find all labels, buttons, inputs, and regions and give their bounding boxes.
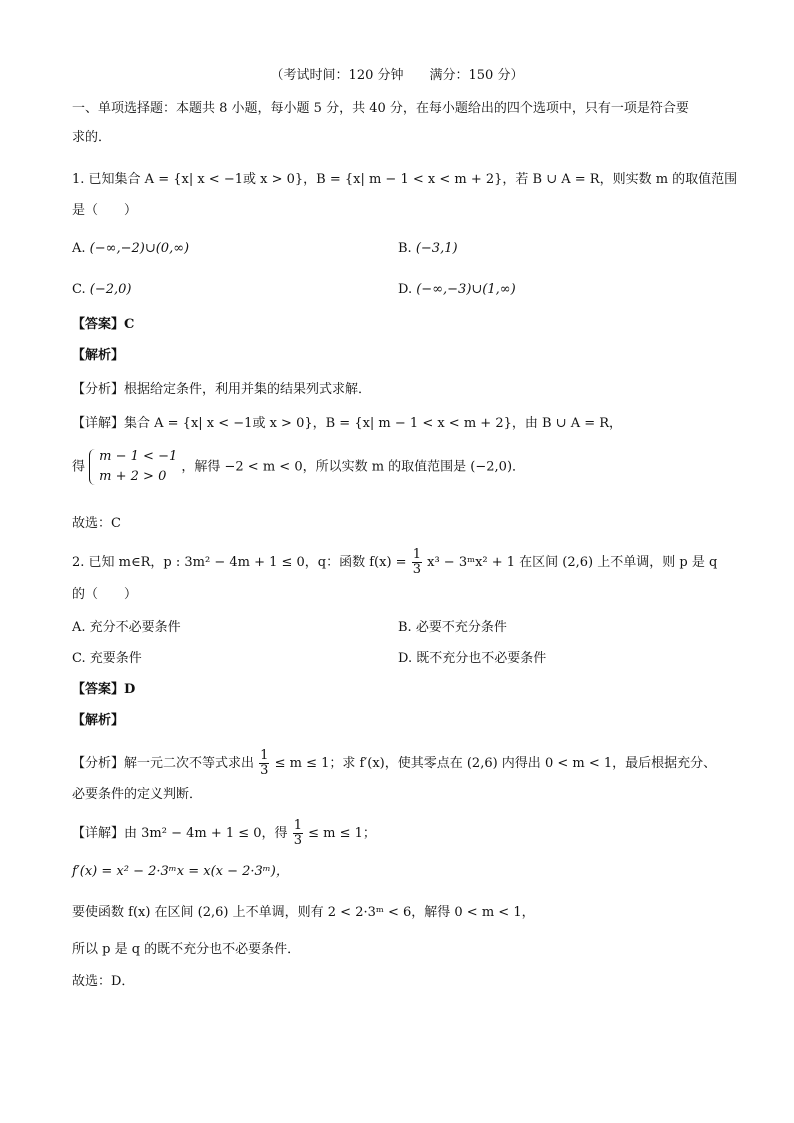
option-text: (−2,0) (89, 282, 132, 297)
option-text: 既不充分也不必要条件 (416, 651, 547, 666)
q1-option-d (398, 280, 516, 300)
system-row-1: m − 1 < −1 (99, 449, 178, 464)
q2-therefore: 所以 p 是 q 的既不充分也不必要条件． (72, 942, 301, 957)
q1-conclusion: 故选：C (72, 516, 121, 531)
q2-detail-b: ≤ m ≤ 1； (308, 826, 376, 841)
fraction (412, 548, 422, 577)
fraction-numerator: 1 (412, 547, 421, 562)
q2-stem-line1 (72, 548, 717, 577)
section-instruction-line2: 求的． (72, 130, 112, 145)
option-text: (−∞,−2)∪(0,∞) (89, 241, 190, 256)
q2-detail-line1 (72, 819, 376, 848)
option-label: C. (72, 282, 86, 297)
q1-option-a (72, 239, 189, 259)
inequality-system (89, 447, 177, 487)
q2-detail-a: 【详解】由 3m² − 4m + 1 ≤ 0，得 (72, 826, 288, 841)
q2-derivative: f′(x) = x² − 2·3ᵐx = x(x − 2·3ᵐ)， (72, 864, 289, 879)
option-text: 充要条件 (89, 651, 142, 666)
option-label: B. (398, 241, 412, 256)
option-label: D. (398, 282, 413, 297)
q1-option-b (398, 239, 458, 259)
q2-fenxi-b: ≤ m ≤ 1；求 f′(x)，使其零点在 (2,6) 内得出 0 < m < 1，最后根据充分、 (274, 756, 717, 771)
option-text: 必要不充分条件 (415, 620, 507, 635)
q2-condition: 要使函数 f(x) 在区间 (2,6) 上不单调，则有 2 < 2·3ᵐ < 6，解得 0 < m < 1， (72, 905, 535, 920)
q2-stem-line2: 的（ ） (72, 587, 138, 602)
q2-analysis-title: 【解析】 (72, 713, 125, 728)
q2-stem-b: x³ − 3ᵐx² + 1 在区间 (2,6) 上不单调，则 p 是 q (427, 555, 718, 570)
q2-option-a (72, 618, 181, 638)
fraction-denominator: 3 (293, 833, 302, 848)
q1-answer: 【答案】C (72, 317, 135, 332)
q1-fenxi: 【分析】根据给定条件，利用并集的结果列式求解． (72, 382, 372, 397)
option-text: (−∞,−3)∪(1,∞) (416, 282, 516, 297)
option-label: A. (72, 620, 86, 635)
q1-detail-line1: 【详解】集合 A = {x| x < −1或 x > 0}，B = {x| m − 1 < x < m + 2}，由 B ∪ A = R， (72, 416, 623, 431)
system-row-2: m + 2 > 0 (99, 469, 167, 484)
q1-stem-line1: 1. 已知集合 A = {x| x < −1或 x > 0}，B = {x| m − 1 < x < m + 2}，若 B ∪ A = R，则实数 m 的取值范围 (72, 172, 738, 187)
section-instruction-line1: 一、单项选择题：本题共 8 小题，每小题 5 分，共 40 分，在每小题给出的四个选项中，只有一项是符合要 (72, 101, 689, 116)
q1-detail-system (72, 447, 525, 487)
fraction-numerator: 1 (293, 818, 302, 833)
fraction (293, 819, 303, 848)
q1-stem-line2: 是（ ） (72, 203, 138, 218)
fraction (259, 749, 269, 778)
q2-stem-a: 2. 已知 m∈R，p : 3m² − 4m + 1 ≤ 0，q：函数 f(x) = (72, 555, 407, 570)
q1-detail-rest: ，解得 −2 < m < 0，所以实数 m 的取值范围是 (−2,0)． (181, 459, 526, 475)
fraction-denominator: 3 (412, 562, 421, 577)
option-label: D. (398, 651, 413, 666)
q2-option-d (398, 649, 546, 669)
q1-option-c (72, 280, 131, 300)
q2-option-c (72, 649, 142, 669)
option-label: C. (72, 651, 86, 666)
fraction-denominator: 3 (260, 763, 269, 778)
q2-fenxi-line2: 必要条件的定义判断． (72, 787, 203, 802)
exam-info: （考试时间：120 分钟 满分：150 分） (270, 68, 524, 83)
option-text: (−3,1) (415, 241, 458, 256)
q1-analysis-title: 【解析】 (72, 348, 125, 363)
q2-answer: 【答案】D (72, 682, 136, 697)
fraction-numerator: 1 (260, 748, 269, 763)
q1-detail-de: 得 (72, 459, 86, 475)
q2-fenxi-a: 【分析】解一元二次不等式求出 (72, 756, 255, 771)
q2-option-b (398, 618, 507, 638)
option-label: A. (72, 241, 86, 256)
option-text: 充分不必要条件 (89, 620, 181, 635)
option-label: B. (398, 620, 412, 635)
q2-fenxi-line1 (72, 749, 716, 778)
q2-conclusion: 故选：D． (72, 974, 135, 989)
